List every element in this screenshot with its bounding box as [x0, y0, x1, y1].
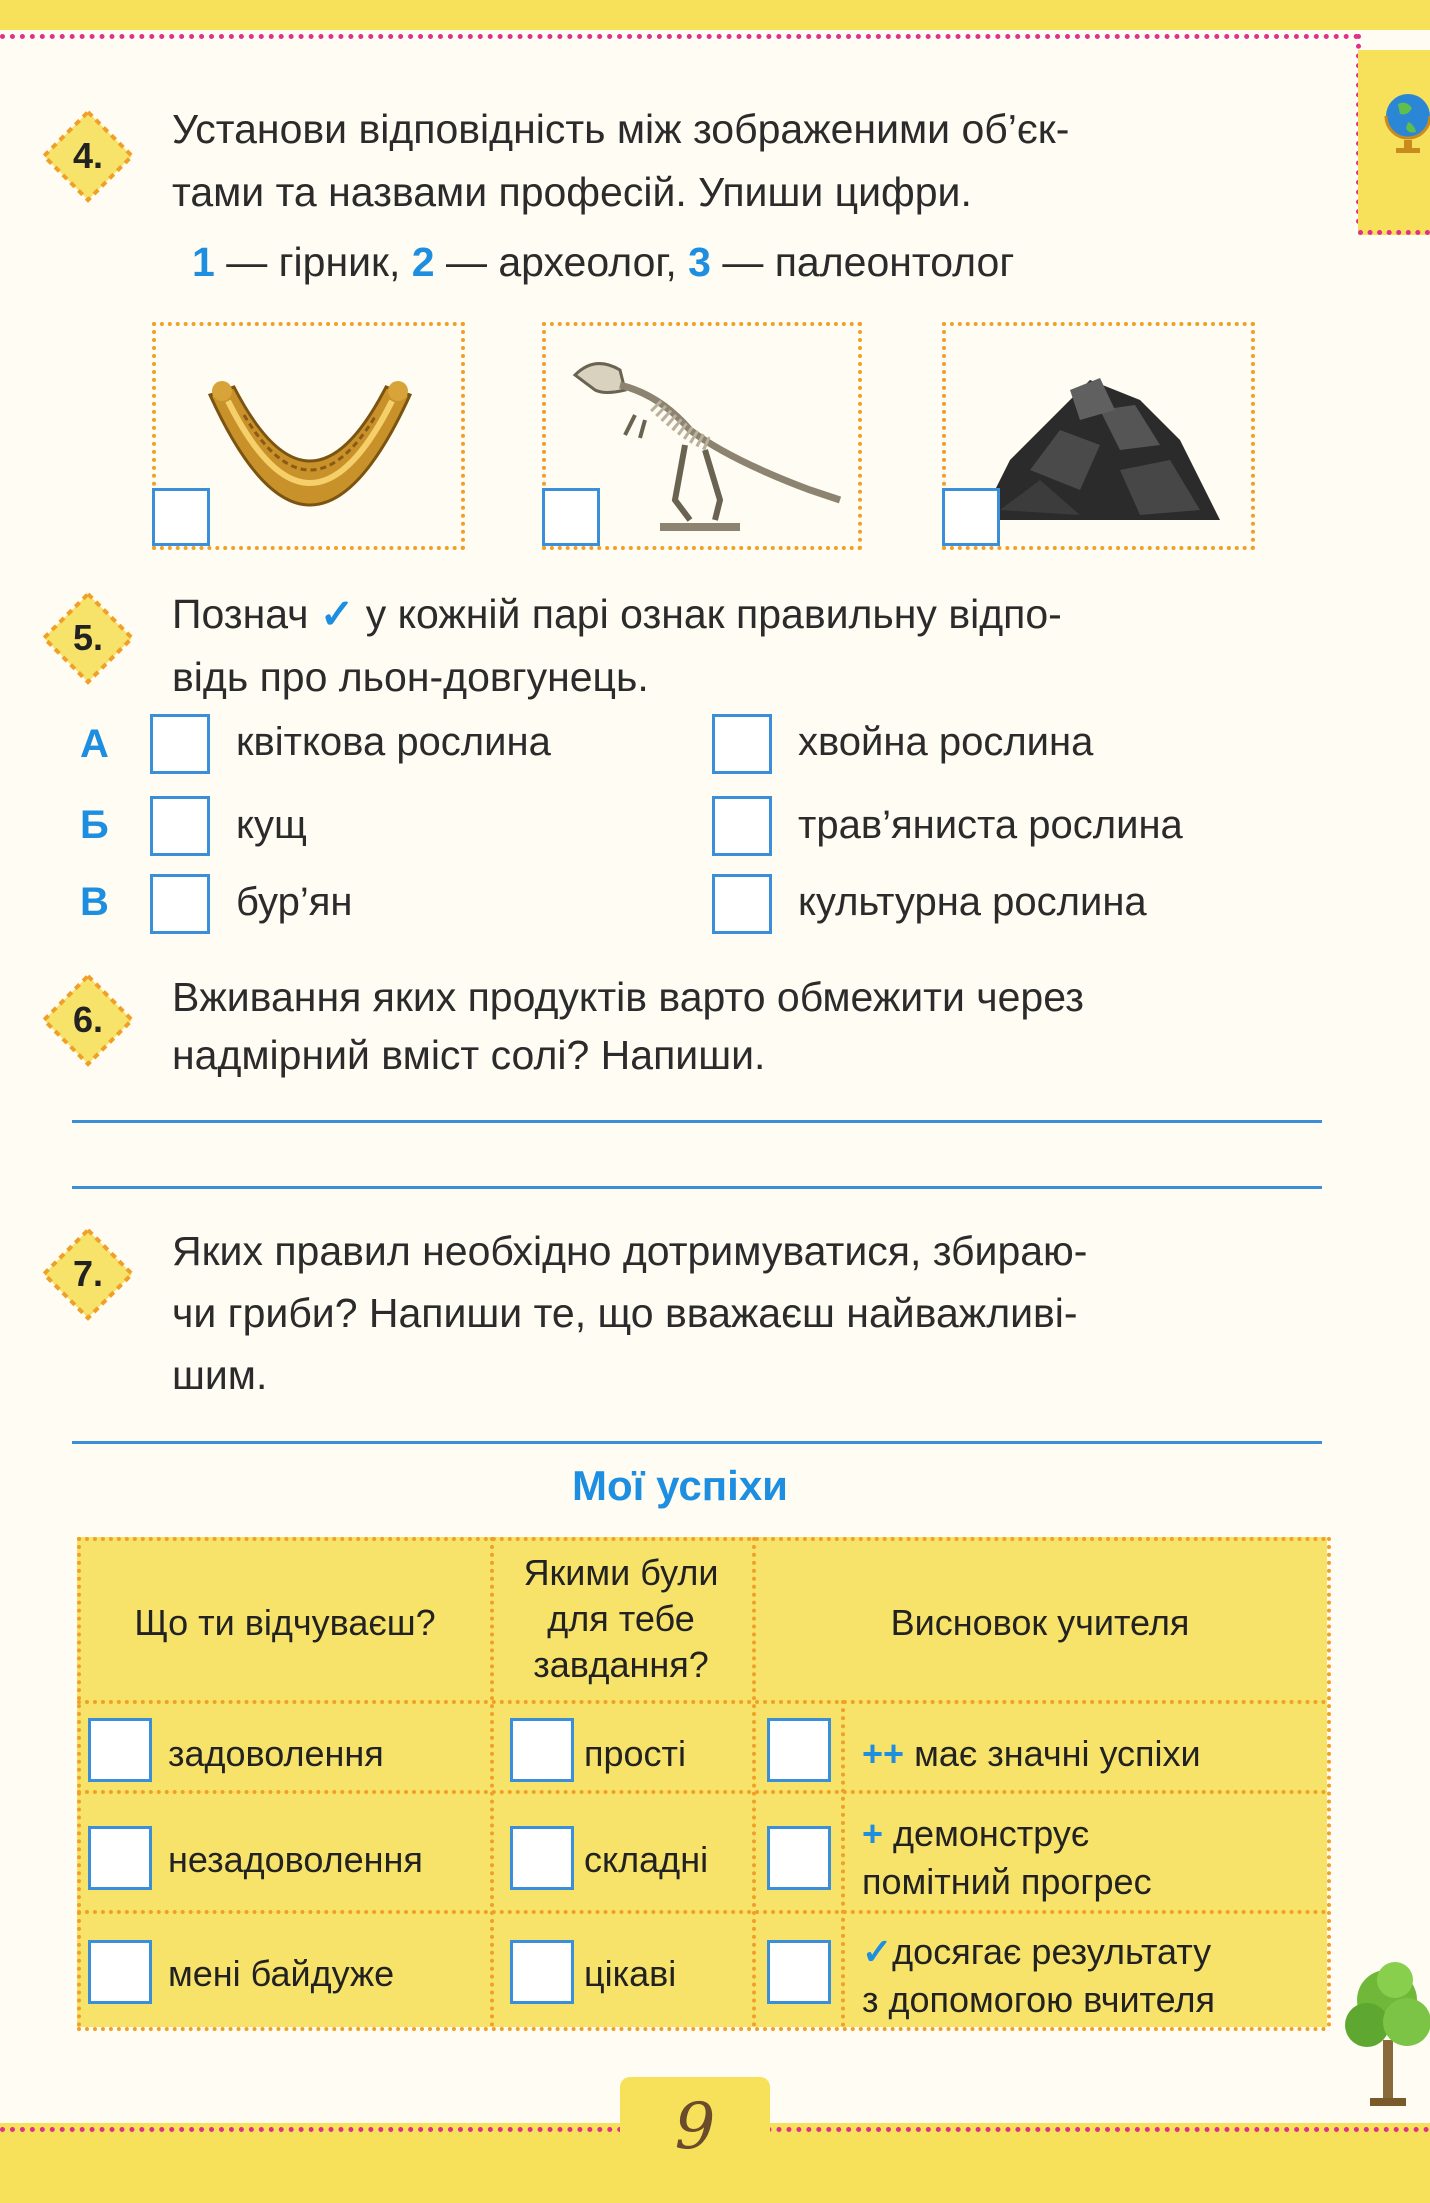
legend-text-1: — гірник,	[214, 239, 412, 285]
table-col-div-2	[752, 1537, 756, 2027]
header-tasks-line2: для тебе	[547, 1598, 695, 1639]
teacher-option-2-line2: помітний прогрес	[862, 1861, 1152, 1902]
teacher-option-1	[862, 1730, 1201, 1778]
task-badge-5: 5.	[40, 590, 136, 686]
table-border-left	[77, 1537, 81, 2027]
legend-num-3: 3	[688, 239, 711, 285]
header-tasks	[495, 1550, 747, 1688]
task-badge-4: 4.	[40, 108, 136, 204]
answer-box-2[interactable]	[542, 488, 600, 546]
task-checkbox-1[interactable]	[510, 1718, 574, 1782]
table-border-top	[77, 1537, 1327, 1541]
check-mark-icon: ✓	[319, 591, 355, 637]
gold-pectoral-image	[198, 365, 422, 545]
checkbox-a-right[interactable]	[712, 714, 772, 774]
legend-num-1: 1	[192, 239, 215, 285]
option-a-left: квіткова рослина	[236, 720, 551, 764]
header-teacher: Висновок учителя	[890, 1602, 1190, 1643]
feel-checkbox-2[interactable]	[88, 1826, 152, 1890]
teacher-option-3-line1: досягає результату	[892, 1931, 1212, 1972]
teacher-option-3-line2: з допомогою вчителя	[862, 1979, 1215, 2020]
double-plus-symbol: ++	[862, 1733, 905, 1774]
checkbox-v-left[interactable]	[150, 874, 210, 934]
answer-line-6b[interactable]	[72, 1186, 1322, 1189]
task5-line1	[172, 585, 1062, 643]
answer-box-3[interactable]	[942, 488, 1000, 546]
task-badge-6: 6.	[40, 972, 136, 1068]
check-symbol: ✓	[862, 1931, 893, 1972]
legend-text-3: — палеонтолог	[710, 239, 1015, 285]
pair-letter-v: В	[80, 880, 109, 924]
task-option-2: складні	[584, 1839, 709, 1880]
teacher-option-2-line1: демонструє	[893, 1813, 1090, 1854]
task4-legend	[192, 233, 1014, 291]
tree-icon	[1345, 1960, 1430, 2110]
table-border-header	[77, 1700, 1327, 1704]
table-border-row1	[77, 1790, 1327, 1794]
teacher-checkbox-2[interactable]	[767, 1826, 831, 1890]
teacher-checkbox-3[interactable]	[767, 1940, 831, 2004]
option-v-left: бур’ян	[236, 880, 353, 924]
task5-line1-end: у кожній парі ознак правильну відпо-	[365, 591, 1062, 637]
task5-line1-start: Познач	[172, 591, 309, 637]
table-col-div-3	[841, 1700, 845, 2027]
task4-line2: тами та назвами професій. Упиши цифри.	[172, 169, 972, 215]
task5-line2: відь про льон-довгунець.	[172, 654, 649, 700]
task-checkbox-3[interactable]	[510, 1940, 574, 2004]
answer-line-7[interactable]	[72, 1441, 1322, 1444]
teacher-checkbox-1[interactable]	[767, 1718, 831, 1782]
option-b-right: трав’яниста рослина	[798, 803, 1183, 847]
task7-line3: шим.	[172, 1352, 268, 1398]
globe-icon	[1378, 90, 1430, 154]
checkbox-b-right[interactable]	[712, 796, 772, 856]
feel-option-2: незадоволення	[168, 1839, 423, 1880]
option-v-right: культурна рослина	[798, 880, 1147, 924]
task7-line2: чи гриби? Напиши те, що вважаєш найважливі-	[172, 1290, 1078, 1336]
task6-line2: надмірний вміст солі? Напиши.	[172, 1032, 766, 1078]
feel-checkbox-1[interactable]	[88, 1718, 152, 1782]
pair-letter-b: Б	[80, 803, 109, 847]
task7-line1: Яких правил необхідно дотримуватися, збираю-	[172, 1228, 1088, 1274]
header-tasks-line1: Якими були	[523, 1552, 719, 1593]
legend-num-2: 2	[411, 239, 435, 285]
answer-box-1[interactable]	[152, 488, 210, 546]
top-dotted-line	[0, 34, 1360, 39]
teacher-option-2	[862, 1810, 1152, 1906]
option-a-right: хвойна рослина	[798, 720, 1094, 764]
table-border-right	[1327, 1537, 1331, 2027]
task-option-1: прості	[584, 1733, 687, 1774]
checkbox-a-left[interactable]	[150, 714, 210, 774]
successes-title: Мої успіхи	[571, 1462, 788, 1509]
checkbox-v-right[interactable]	[712, 874, 772, 934]
task-checkbox-2[interactable]	[510, 1826, 574, 1890]
teacher-option-1-text: має значні успіхи	[914, 1733, 1201, 1774]
header-tasks-line3: завдання?	[533, 1644, 709, 1685]
plus-symbol: +	[862, 1813, 884, 1854]
task-option-3: цікаві	[584, 1953, 677, 1994]
task4-line1: Установи відповідність між зображеними об’єк-	[172, 106, 1070, 152]
feel-option-3: мені байдуже	[168, 1953, 395, 1994]
feel-option-1: задоволення	[168, 1733, 384, 1774]
pair-letter-a: А	[80, 722, 109, 766]
page-number: 9	[674, 2090, 716, 2164]
task6-line1: Вживання яких продуктів варто обмежити через	[172, 974, 1084, 1020]
option-b-left: кущ	[236, 803, 307, 847]
answer-line-6a[interactable]	[72, 1120, 1322, 1123]
teacher-option-3	[862, 1928, 1215, 2024]
legend-text-2: — археолог,	[434, 239, 689, 285]
table-border-row2	[77, 1910, 1327, 1914]
task-badge-7: 7.	[40, 1226, 136, 1322]
table-border-bottom	[77, 2027, 1327, 2031]
checkbox-b-left[interactable]	[150, 796, 210, 856]
top-border	[0, 0, 1430, 30]
coal-pile-image	[970, 350, 1230, 530]
header-feel: Що ти відчуваєш?	[134, 1602, 436, 1643]
dinosaur-skeleton-image	[565, 345, 845, 540]
feel-checkbox-3[interactable]	[88, 1940, 152, 2004]
table-col-div-1	[490, 1537, 494, 2027]
